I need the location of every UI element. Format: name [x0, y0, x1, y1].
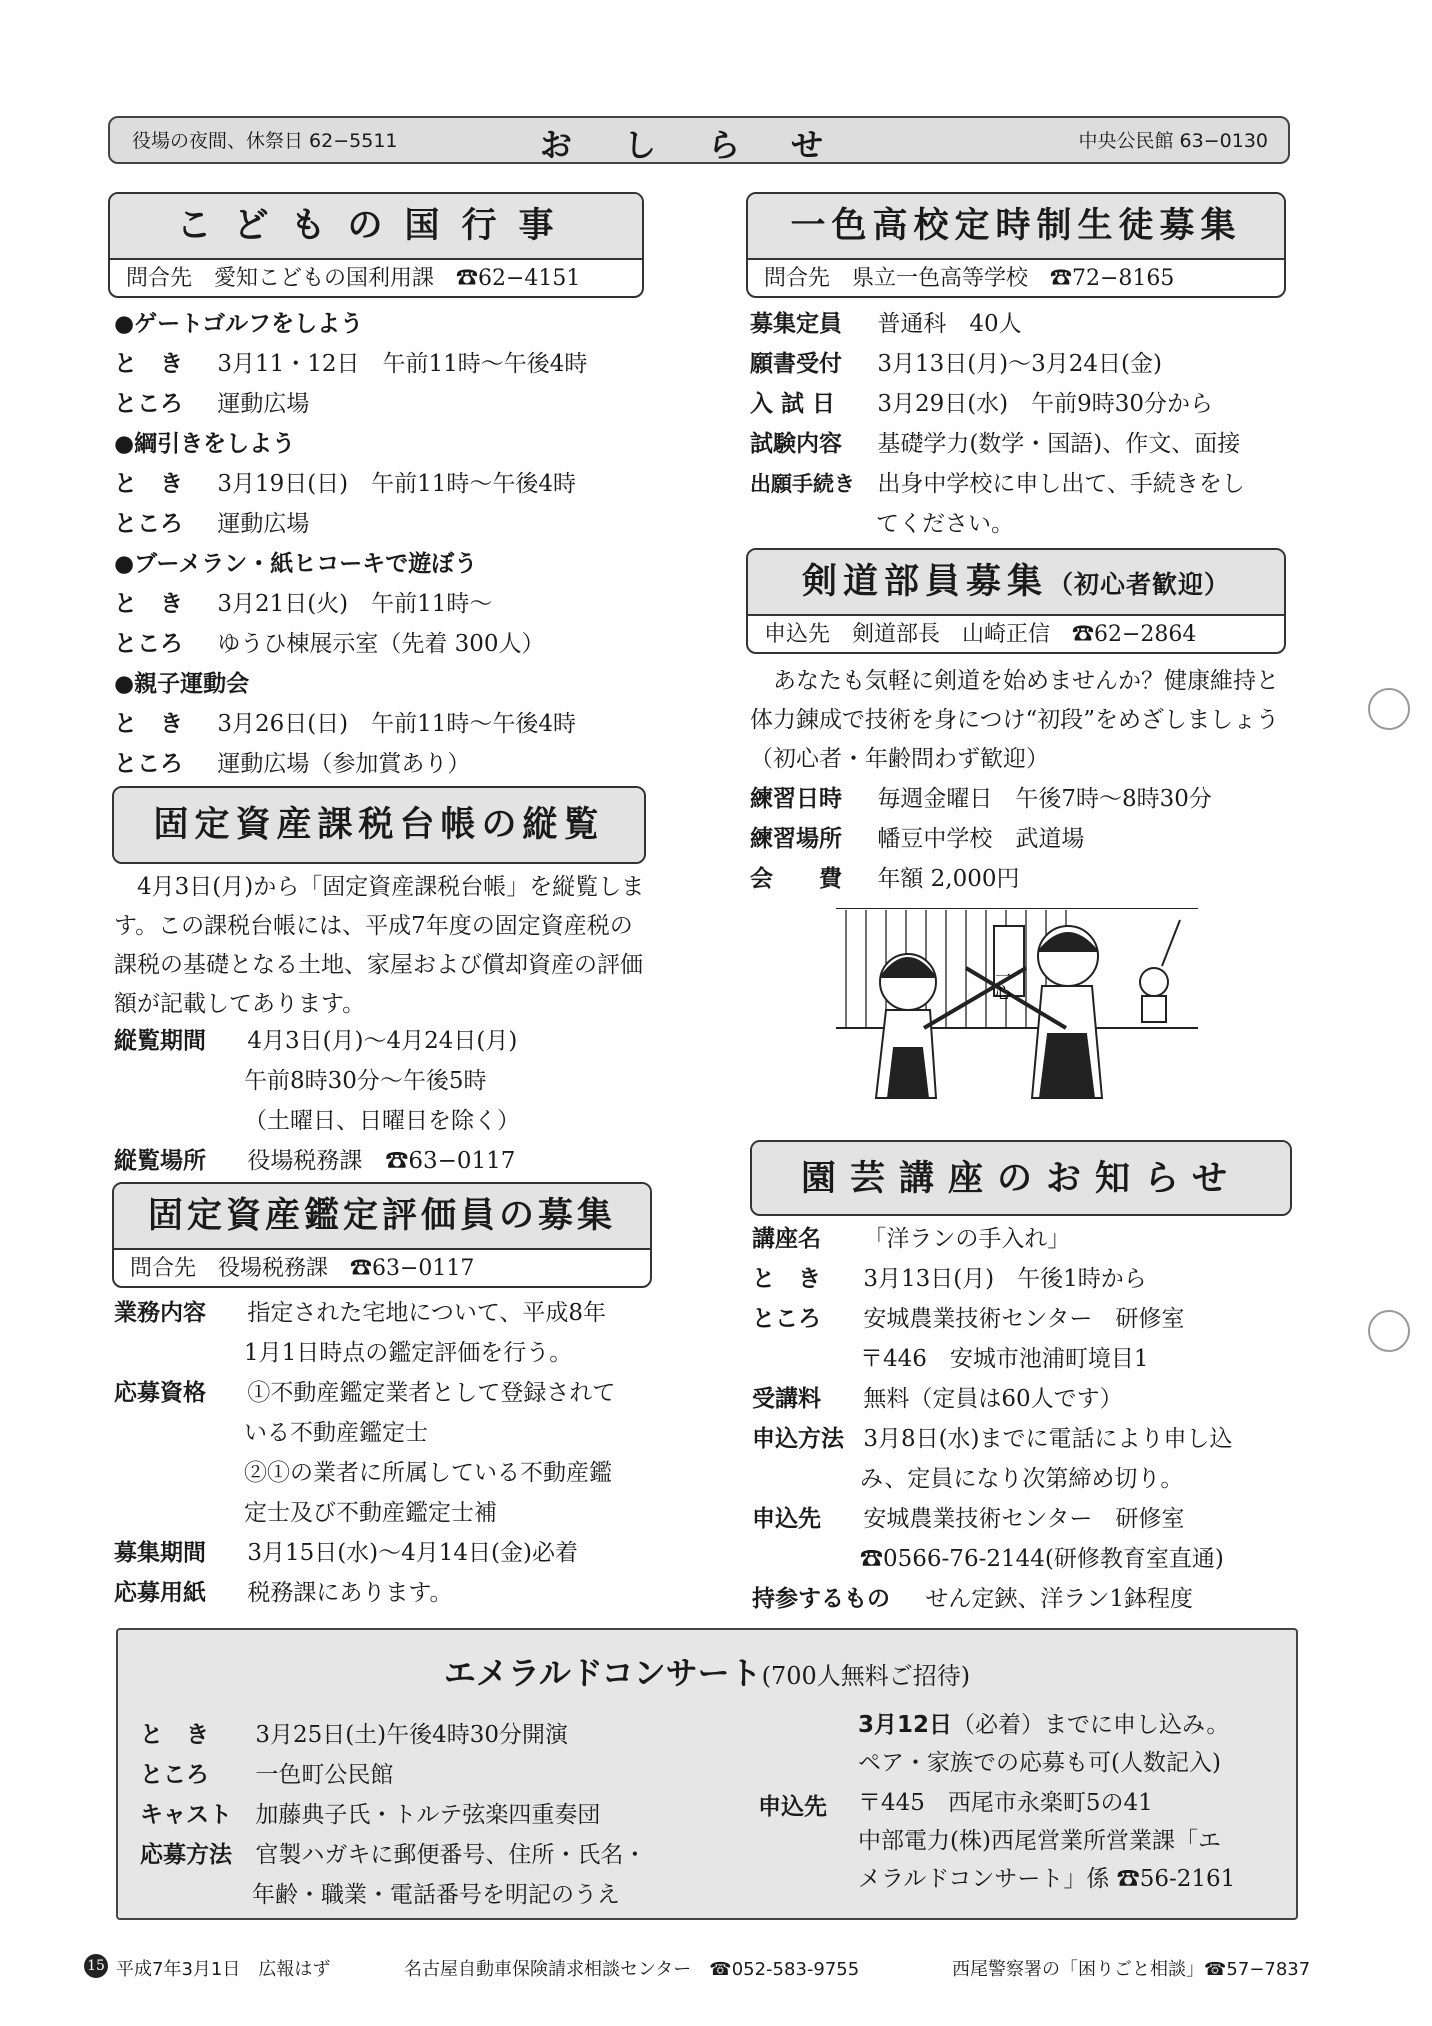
kotei-period: 縦覧期間 4月3日(月)〜4月24日(月)	[114, 1028, 518, 1054]
concert-where: ところ 一色町公民館	[140, 1762, 394, 1788]
page-number: 15	[84, 1954, 108, 1978]
kantei-title: 固定資産鑑定評価員の募集	[114, 1184, 650, 1248]
kodomo-event-1-when: と き 3月11・12日 午前11時〜午後4時	[114, 351, 588, 377]
isshiki-inquiry: 問合先 県立一色高等学校 ☎72−8165	[748, 258, 1284, 298]
kotei-period-note: （土曜日、日曜日を除く）	[244, 1108, 520, 1134]
concert-pair-note: ペア・家族での応募も可(人数記入)	[858, 1750, 1221, 1776]
kantei-qual-3: ②①の業者に所属している不動産鑑	[244, 1460, 612, 1486]
kotei-body: 4月3日(月)から「固定資産課税台帳」を縦覧します。この課税台帳には、平成7年度の固定資産税の課税の基礎となる土地、家屋および償却資産の評価額が記載してあります。	[114, 874, 645, 1017]
kodomo-event-4-when: と き 3月26日(日) 午前11時〜午後4時	[114, 711, 577, 737]
kantei-work-2: 1月1日時点の鑑定評価を行う。	[244, 1340, 573, 1366]
kodomo-event-2-when: と き 3月19日(日) 午前11時〜午後4時	[114, 471, 577, 497]
kantei-form: 応募用紙 税務課にあります。	[114, 1580, 453, 1606]
kendo-body: あなたも気軽に剣道を始めませんか？健康維持と体力錬成で技術を身につけ“初段”をめざしましょう（初心者・年齢問わず歓迎）	[750, 668, 1280, 772]
concert-apply-contact: メラルドコンサート」係 ☎56-2161	[858, 1866, 1236, 1892]
header-bar	[108, 116, 1290, 164]
engei-title: 園芸講座のお知らせ	[752, 1142, 1290, 1216]
engei-apply-method-cont: み、定員になり次第締め切り。	[860, 1466, 1184, 1492]
kantei-title-box	[112, 1182, 652, 1288]
isshiki-title: 一色高校定時制生徒募集	[748, 194, 1284, 258]
footer-date: 平成7年3月1日 広報はず	[116, 1959, 331, 1980]
concert-apply-method: 応募方法 官製ハガキに郵便番号、住所・氏名・	[140, 1842, 647, 1868]
engei-phone: ☎0566-76-2144(研修教育室直通)	[860, 1546, 1224, 1572]
concert-apply-label: 申込先	[758, 1794, 827, 1820]
kantei-work: 業務内容 指定された宅地について、平成8年	[114, 1300, 607, 1326]
kantei-inquiry: 問合先 役場税務課 ☎63−0117	[114, 1248, 650, 1288]
engei-fee: 受講料 無料（定員は60人です）	[752, 1386, 1123, 1412]
header-night-contact: 役場の夜間、休祭日 62−5511	[132, 130, 398, 152]
header-title: おしらせ	[540, 126, 876, 164]
concert-cast: キャスト 加藤典子氏・トルテ弦楽四重奏団	[140, 1802, 601, 1828]
kendo-practice-time: 練習日時 毎週金曜日 午後7時〜8時30分	[750, 786, 1212, 812]
concert-when: と き 3月25日(土)午後4時30分開演	[140, 1722, 569, 1748]
kodomo-event-1-where: ところ 運動広場	[114, 391, 310, 417]
isshiki-procedure: 出願手続き 出身中学校に申し出て、手続きをし	[750, 471, 1245, 497]
header-hall-contact: 中央公民館 63−0130	[1078, 130, 1268, 152]
kendo-fee: 会 費 年額 2,000円	[750, 866, 1020, 892]
concert-deadline: 3月12日（必着）までに申し込み。	[858, 1712, 1230, 1738]
kantei-qual: 応募資格 ①不動産鑑定業者として登録されて	[114, 1380, 616, 1406]
kodomo-event-1-name: ●ゲートゴルフをしよう	[114, 311, 364, 337]
concert-apply-method-cont: 年齢・職業・電話番号を明記のうえ	[252, 1882, 620, 1908]
isshiki-procedure-cont: てください。	[876, 511, 1014, 537]
kodomo-event-4-name: ●親子運動会	[114, 671, 250, 697]
concert-apply-address: 〒445 西尾市永楽町5の41	[858, 1790, 1153, 1816]
kendo-illustration	[836, 908, 1198, 1126]
kodomo-title: こどもの国行事	[110, 194, 642, 258]
kodomo-event-2-where: ところ 運動広場	[114, 511, 310, 537]
kodomo-event-3-when: と き 3月21日(火) 午前11時〜	[114, 591, 493, 617]
kotei-title: 固定資産課税台帳の縦覧	[114, 788, 644, 862]
kotei-place: 縦覧場所 役場税務課 ☎63−0117	[114, 1148, 516, 1174]
kotei-title-box	[112, 786, 646, 864]
engei-bring: 持参するもの せん定鋏、洋ラン1鉢程度	[752, 1586, 1193, 1612]
kantei-period: 募集期間 3月15日(水)〜4月14日(金)必着	[114, 1540, 579, 1566]
engei-course: 講座名 「洋ランの手入れ」	[752, 1226, 1071, 1252]
kendo-banner-text: 一心	[992, 968, 1012, 1000]
kantei-qual-2: いる不動産鑑定士	[244, 1420, 428, 1446]
isshiki-exam-content: 試験内容 基礎学力(数学・国語)、作文、面接	[750, 431, 1241, 457]
isshiki-title-box	[746, 192, 1286, 298]
isshiki-application: 願書受付 3月13日(月)〜3月24日(金)	[750, 351, 1163, 377]
engei-where: ところ 安城農業技術センター 研修室	[752, 1306, 1185, 1332]
footer-right: 西尾警察署の「困りごと相談」☎57−7837	[952, 1959, 1311, 1980]
kotei-period-time: 午前8時30分〜午後5時	[244, 1068, 487, 1094]
engei-title-box	[750, 1140, 1292, 1216]
kendo-title-box	[746, 548, 1286, 654]
concert-apply-office: 中部電力(株)西尾営業所営業課「エ	[858, 1828, 1221, 1854]
engei-address: 〒446 安城市池浦町境目1	[860, 1346, 1149, 1372]
kodomo-event-3-where: ところ ゆうひ棟展示室（先着 300人）	[114, 631, 545, 657]
engei-when: と き 3月13日(月) 午後1時から	[752, 1266, 1147, 1292]
concert-title: エメラルドコンサート(700人無料ご招待)	[443, 1654, 971, 1692]
kodomo-event-4-where: ところ 運動広場（参加賞あり）	[114, 751, 471, 777]
kodomo-title-box	[108, 192, 644, 298]
kendo-inquiry: 申込先 剣道部長 山崎正信 ☎62−2864	[748, 614, 1284, 654]
engei-apply-to: 申込先 安城農業技術センター 研修室	[752, 1506, 1185, 1532]
kendo-title: 剣道部員募集（初心者歓迎）	[748, 550, 1284, 614]
binder-hole	[1368, 1310, 1410, 1352]
engei-apply-method: 申込方法 3月8日(水)までに電話により申し込	[752, 1426, 1233, 1452]
concert-box	[116, 1628, 1298, 1920]
kodomo-inquiry: 問合先 愛知こどもの国利用課 ☎62−4151	[110, 258, 642, 298]
kodomo-event-3-name: ●ブーメラン・紙ヒコーキで遊ぼう	[114, 551, 478, 577]
kodomo-event-2-name: ●綱引きをしよう	[114, 431, 296, 457]
footer-center: 名古屋自動車保険請求相談センター ☎052-583-9755	[404, 1959, 860, 1980]
isshiki-exam-date: 入 試 日 3月29日(水) 午前9時30分から	[750, 391, 1214, 417]
kantei-qual-4: 定士及び不動産鑑定士補	[244, 1500, 497, 1526]
kendo-practice-place: 練習場所 幡豆中学校 武道場	[750, 826, 1085, 852]
binder-hole	[1368, 688, 1410, 730]
isshiki-capacity: 募集定員 普通科 40人	[750, 311, 1022, 337]
